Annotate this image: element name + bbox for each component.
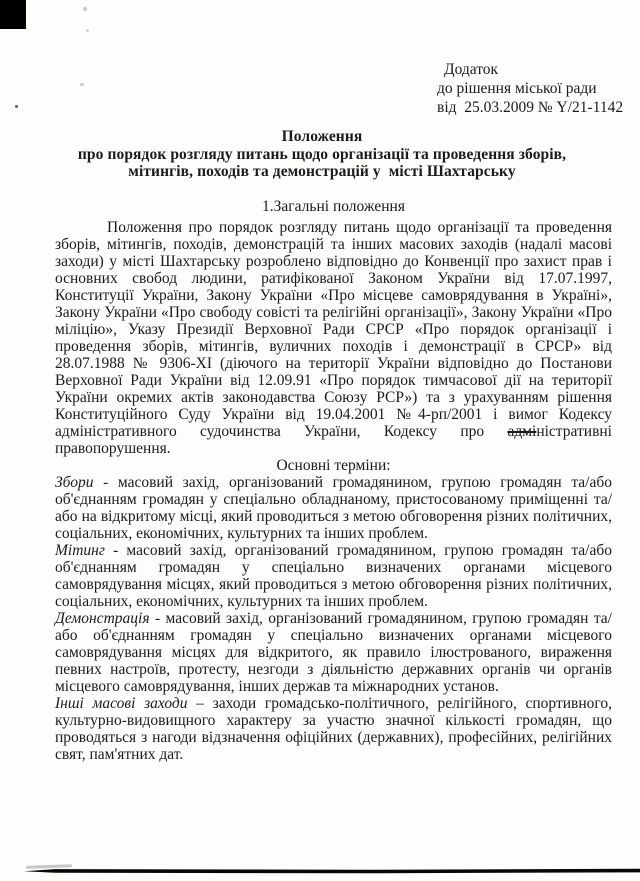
annex-header-line-1: Додаток — [444, 61, 499, 78]
document-title — [28, 128, 616, 181]
document-title-line-3: мітингів, походів та демонстрацій у місті Шахтарську — [128, 163, 516, 180]
section-1-paragraph — [55, 219, 612, 457]
definition-inshi-masovi-zakhody — [55, 695, 612, 763]
scan-speck — [86, 29, 89, 32]
definition-text: масовий захід, організований громадянином, групою громадян та/або об'єднанням громадян у спеціально визначених органами місцевого самоврядування місцях, який проводиться з метою обговорення різних політичних, соціальних, економічних, культурних та інших проблем. — [55, 542, 612, 610]
scan-artifact-corner-black-square — [0, 0, 26, 29]
paragraph-text: ністративні правопорушення. — [55, 423, 612, 457]
scan-speck — [80, 83, 84, 86]
definition-text: масовий захід, організований громадянином, групою громадян та/або об'єднанням громадян у спеціально визначених органами місцевого самоврядування місцях для відкритого, як правило ілюстрованого, вираження певних настроїв, протесту, незгоди з діяльністю державних органів чи органів місцевого самоврядування, інших держав та міжнародних установ. — [55, 610, 612, 695]
document-title-line-1: Положення — [281, 128, 363, 145]
definition-text: масовий захід, організований громадянином, групою громадян та/або об'єднанням громадян у спеціально обладнаному, пристосованому приміщенні та/або на відкритому місці, який проводиться з метою обговорення різних політичних, соціальних, економічних, культурних та інших проблем. — [55, 474, 612, 542]
definition-mityng — [55, 542, 612, 610]
annex-header — [437, 60, 623, 117]
definition-separator: - — [93, 474, 118, 491]
definition-separator: – — [187, 695, 213, 712]
section-1-heading: 1.Загальні положення — [262, 198, 405, 215]
definition-zbory — [55, 474, 612, 542]
definition-text: заходи громадсько-політичного, релігійного, спортивного, культурно-видовищного характеру за участю значної кількості громадян, що проводяться з нагоди відзначення офіційних (державних), професійних, релігійних свят, пам'ятних дат. — [55, 695, 612, 763]
terms-heading: Основні терміни: — [276, 457, 391, 474]
definition-term: Демонстрація — [55, 610, 150, 627]
definition-separator: - — [149, 610, 166, 627]
paragraph-text: Положення про порядок розгляду питань щодо організації та проведення зборів, мітингів, походів, демонстрацій та інших масових заходів (надалі масові заходи) у місті Шахтарську розроблено відповідно до Конвенції про захист прав і основних свобод людини, ратифікованої Законом України від 17.07.1997, Конституції України, Закону України «Про місцеве самоврядування в Україні», Закону України «Про свободу совісті та релігійні організації», Закону України «Про міліцію», Указу Президії Верховної Ради СРСР «Про порядок організації і проведення зборів, мітингів, вуличних походів і демонстрації в СРСР» від 28.07.1988 № 9306-XI (діючого на території України відповідно до Постанови Верховної Ради України від 12.09.91 «Про порядок тимчасової дії на території України окремих актів законодавства Союзу РСР») та з урахуванням рішення Конституційного Суду України від 19.04.2001 №4-рп/2001 і вимог Кодексу адміністративного судочинства України, Кодексу про — [55, 219, 612, 440]
document-body — [55, 198, 612, 763]
definition-separator: - — [104, 542, 127, 559]
scan-artifact-smudge — [26, 864, 72, 869]
document-title-line-2: про порядок розгляду питань щодо організації та проведення зборів, — [77, 145, 567, 163]
definition-term: Збори — [55, 474, 94, 491]
scan-speck — [83, 7, 87, 11]
annex-header-line-2: до рішення міської ради — [437, 80, 597, 97]
annex-header-line-3: від 25.03.2009 № Y/21-1142 — [437, 99, 624, 116]
definition-demonstratsiya — [55, 610, 612, 695]
struck-text: адмі — [507, 423, 537, 440]
scan-speck — [15, 105, 18, 108]
definition-term: Інші масові заходи — [55, 695, 188, 712]
scan-artifact-bottom-edge — [24, 868, 640, 874]
definition-term: Мітинг — [55, 542, 105, 559]
